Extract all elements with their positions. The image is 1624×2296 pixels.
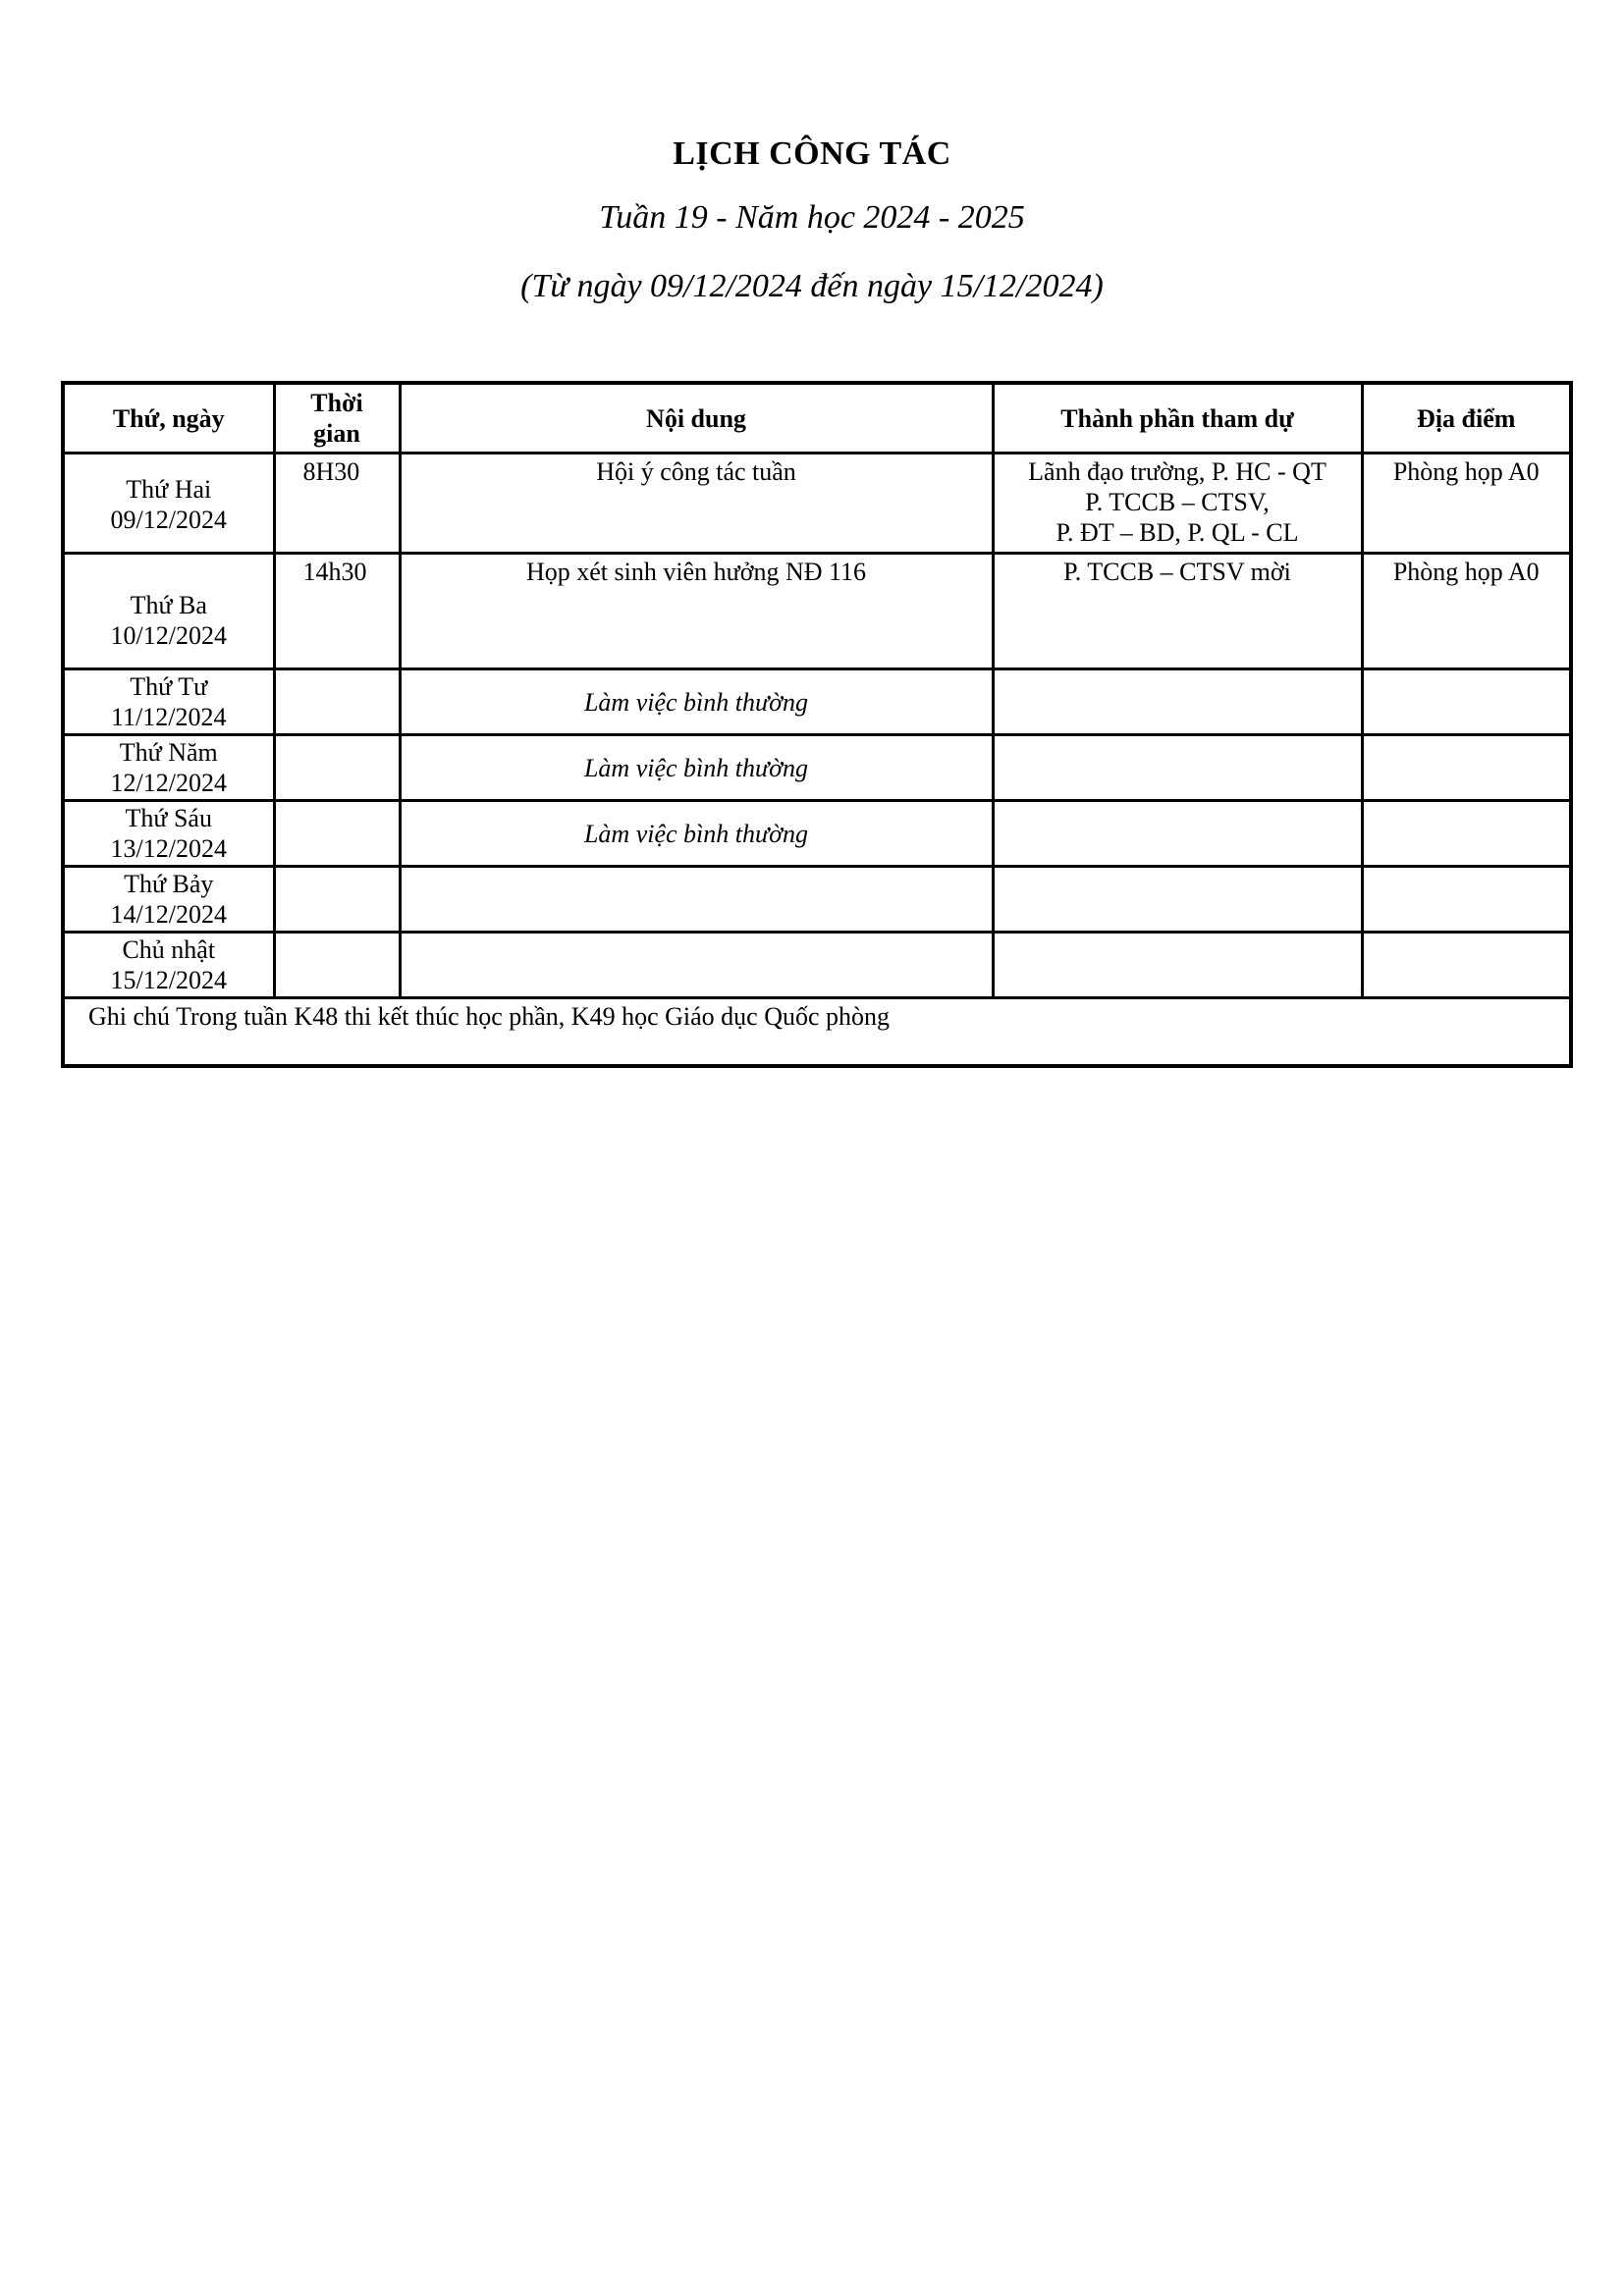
day-date: 15/12/2024 xyxy=(110,966,227,994)
table-row xyxy=(63,669,1571,735)
header-content-label: Nội dung xyxy=(646,403,746,433)
day-date: 14/12/2024 xyxy=(110,900,227,929)
day-name: Thứ Ba xyxy=(130,590,207,619)
day-name: Thứ Hai xyxy=(126,474,212,504)
table-row xyxy=(63,867,1571,933)
table-header-row xyxy=(63,383,1571,454)
day-cell xyxy=(63,933,274,998)
header-location-label: Địa điểm xyxy=(1417,403,1516,433)
location-cell: Phòng họp A0 xyxy=(1362,554,1571,669)
header-day xyxy=(63,383,274,454)
content-cell: Làm việc bình thường xyxy=(400,735,993,801)
day-cell xyxy=(63,669,274,735)
document-title: LỊCH CÔNG TÁC xyxy=(673,135,951,172)
participants-cell xyxy=(993,454,1362,554)
note-cell: Ghi chú Trong tuần K48 thi kết thúc học phần, K49 học Giáo dục Quốc phòng xyxy=(63,998,1571,1067)
table-row xyxy=(63,735,1571,801)
participants-line: Lãnh đạo trường, P. HC - QT xyxy=(1028,457,1326,486)
participants-cell xyxy=(993,554,1362,669)
table-row xyxy=(63,454,1571,554)
time-cell xyxy=(274,669,400,735)
participants-line: P. ĐT – BD, P. QL - CL xyxy=(1056,518,1299,547)
participants-cell xyxy=(993,933,1362,998)
content-cell: Làm việc bình thường xyxy=(400,801,993,867)
day-date: 13/12/2024 xyxy=(110,834,227,863)
day-cell xyxy=(63,735,274,801)
day-name: Thứ Bảy xyxy=(124,870,214,898)
header-time-line2: gian xyxy=(313,419,360,448)
time-cell xyxy=(274,735,400,801)
participants-cell xyxy=(993,669,1362,735)
day-date: 12/12/2024 xyxy=(110,769,227,797)
day-date: 10/12/2024 xyxy=(110,620,227,650)
content-cell xyxy=(400,867,993,933)
content-cell: Làm việc bình thường xyxy=(400,669,993,735)
header-content xyxy=(400,383,993,454)
day-cell xyxy=(63,801,274,867)
time-cell xyxy=(274,867,400,933)
header-time-line1: Thời xyxy=(310,389,363,417)
day-name: Thứ Tư xyxy=(130,672,208,701)
time-cell xyxy=(274,933,400,998)
day-name: Thứ Năm xyxy=(119,738,218,767)
content-cell: Hội ý công tác tuần xyxy=(400,454,993,554)
schedule-table xyxy=(61,381,1573,1068)
day-cell xyxy=(63,867,274,933)
header-day-label: Thứ, ngày xyxy=(112,403,225,433)
location-cell xyxy=(1362,867,1571,933)
location-cell xyxy=(1362,669,1571,735)
location-cell xyxy=(1362,933,1571,998)
time-cell: 14h30 xyxy=(274,554,400,669)
day-name: Chủ nhật xyxy=(122,935,216,964)
note-row xyxy=(63,998,1571,1067)
table-row xyxy=(63,554,1571,669)
day-date: 09/12/2024 xyxy=(110,505,227,534)
location-cell xyxy=(1362,735,1571,801)
time-cell xyxy=(274,801,400,867)
header-participants-label: Thành phần tham dự xyxy=(1060,403,1294,433)
day-cell xyxy=(63,554,274,669)
header-location xyxy=(1362,383,1571,454)
document-subtitle: Tuần 19 - Năm học 2024 - 2025 xyxy=(599,199,1025,236)
header-participants xyxy=(993,383,1362,454)
table-row xyxy=(63,801,1571,867)
participants-line: P. TCCB – CTSV, xyxy=(1085,488,1270,516)
header-time xyxy=(274,383,400,454)
participants-cell xyxy=(993,801,1362,867)
table-row xyxy=(63,933,1571,998)
time-cell: 8H30 xyxy=(274,454,400,554)
day-date: 11/12/2024 xyxy=(111,703,227,731)
day-name: Thứ Sáu xyxy=(125,804,212,832)
participants-cell xyxy=(993,735,1362,801)
location-cell xyxy=(1362,801,1571,867)
participants-cell xyxy=(993,867,1362,933)
participants-line: P. TCCB – CTSV mời xyxy=(1063,558,1291,586)
content-cell xyxy=(400,933,993,998)
content-cell: Họp xét sinh viên hưởng NĐ 116 xyxy=(400,554,993,669)
document-date-range: (Từ ngày 09/12/2024 đến ngày 15/12/2024) xyxy=(520,268,1104,304)
day-cell xyxy=(63,454,274,554)
location-cell: Phòng họp A0 xyxy=(1362,454,1571,554)
